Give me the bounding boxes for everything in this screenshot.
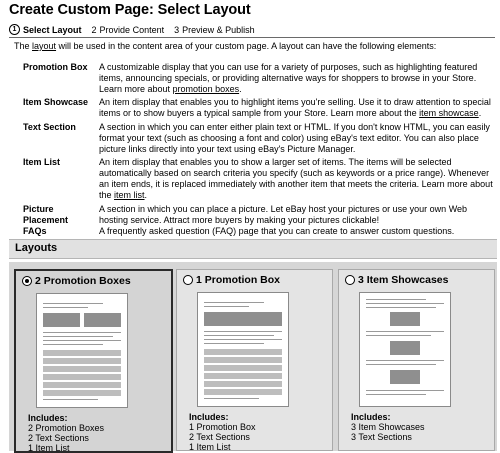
layout-options-panel	[9, 262, 497, 451]
radio-unselected-icon[interactable]	[345, 275, 355, 285]
layout-option-name: 3 Item Showcases	[358, 274, 449, 286]
def-term: Picture Placement	[23, 204, 69, 225]
includes-label: Includes:	[189, 412, 229, 422]
step-3-label: Preview & Publish	[182, 24, 255, 35]
layouts-section-header	[9, 239, 497, 259]
layout-thumbnail[interactable]	[36, 293, 128, 408]
include-item: 2 Promotion Boxes	[28, 423, 105, 433]
def-end: .	[478, 108, 482, 118]
layout-includes	[28, 413, 104, 453]
layout-option-header[interactable]	[22, 275, 131, 287]
step-1-number: 1	[9, 24, 20, 35]
def-desc: A section in which you can enter either plain text or HTML. If you don't know HTML, you can easily format your text (such as choosing a font and color) using eBay's text editor. You can also place picture links directly into your text using eBay's Picture Manager.	[99, 122, 490, 154]
includes-label: Includes:	[28, 413, 68, 423]
def-end: .	[239, 84, 242, 94]
layout-option-name: 1 Promotion Box	[196, 274, 281, 286]
intro-post: will be used in the content area of your custom page. A layout can have the following elements:	[56, 41, 437, 51]
layouts-heading: Layouts	[15, 242, 58, 254]
layout-option-name: 2 Promotion Boxes	[35, 275, 131, 287]
item-showcase-link[interactable]: item showcase	[419, 108, 479, 118]
include-item: 1 Promotion Box	[189, 422, 256, 432]
step-provide-content	[92, 25, 165, 35]
step-1-label: Select Layout	[23, 24, 82, 35]
def-end: .	[144, 190, 148, 200]
item-list-link[interactable]: item list	[114, 190, 145, 200]
layout-includes	[351, 412, 425, 442]
def-term: Promotion Box	[23, 62, 88, 72]
layout-card-1-promotion-box[interactable]	[176, 269, 333, 451]
includes-label: Includes:	[351, 412, 391, 422]
def-desc	[99, 157, 493, 201]
radio-selected-icon[interactable]	[22, 276, 32, 286]
step-preview-publish	[174, 25, 255, 35]
step-2-label: Provide Content	[99, 24, 165, 35]
def-desc	[99, 97, 493, 119]
layout-includes	[189, 412, 256, 452]
layout-option-header[interactable]	[183, 274, 280, 286]
intro-text	[14, 41, 494, 51]
include-item: 3 Item Showcases	[351, 422, 425, 432]
def-desc: A section in which you can place a picture. Let eBay host your pictures or use your own Web hosting service. Attract more buyers by making your pictures clickable!	[99, 204, 468, 225]
include-item: 1 Item List	[189, 442, 231, 452]
layout-option-header[interactable]	[345, 274, 448, 286]
include-item: 3 Text Sections	[351, 432, 412, 442]
radio-unselected-icon[interactable]	[183, 275, 193, 285]
def-term: Item Showcase	[23, 97, 89, 107]
def-term: Item List	[23, 157, 61, 167]
def-desc: A frequently asked question (FAQ) page that you can create to answer custom questions.	[99, 226, 455, 236]
layout-thumbnail[interactable]	[359, 292, 451, 407]
layout-card-2-promotion-boxes[interactable]	[14, 269, 173, 453]
include-item: 2 Text Sections	[28, 433, 89, 443]
def-text: A customizable display that you can use for a variety of purposes, such as highlighting featured items, announcing specials, or providing alternative ways for shoppers to browse in your Store. Learn more about	[99, 62, 478, 94]
include-item: 2 Text Sections	[189, 432, 250, 442]
def-desc	[99, 62, 493, 95]
def-text: An item display that enables you to show a larger set of items. The items will be selected automatically based on search criteria you specify (such as keywords or a price range). Whenever an item ends, it is replaced immediately with another item that meets the criteria. Learn more about the	[99, 157, 493, 200]
step-2-number: 2	[91, 24, 97, 35]
intro-pre: The	[14, 41, 33, 51]
include-item: 1 Item List	[28, 443, 70, 453]
promotion-boxes-link[interactable]: promotion boxes	[172, 84, 240, 94]
layout-link[interactable]: layout	[32, 41, 57, 51]
step-3-number: 3	[174, 24, 180, 35]
def-term: Text Section	[23, 122, 76, 132]
layout-card-3-item-showcases[interactable]	[338, 269, 495, 451]
page-title: Create Custom Page: Select Layout	[9, 2, 251, 18]
def-term: FAQs	[23, 226, 47, 236]
layout-thumbnail[interactable]	[197, 292, 289, 407]
step-select-layout	[9, 24, 82, 35]
def-text: An item display that enables you to highlight items you're selling. Use it to draw attention to special items or to show buyers a typical sample from your Store. Learn more about the	[99, 97, 491, 118]
wizard-steps	[9, 22, 495, 38]
